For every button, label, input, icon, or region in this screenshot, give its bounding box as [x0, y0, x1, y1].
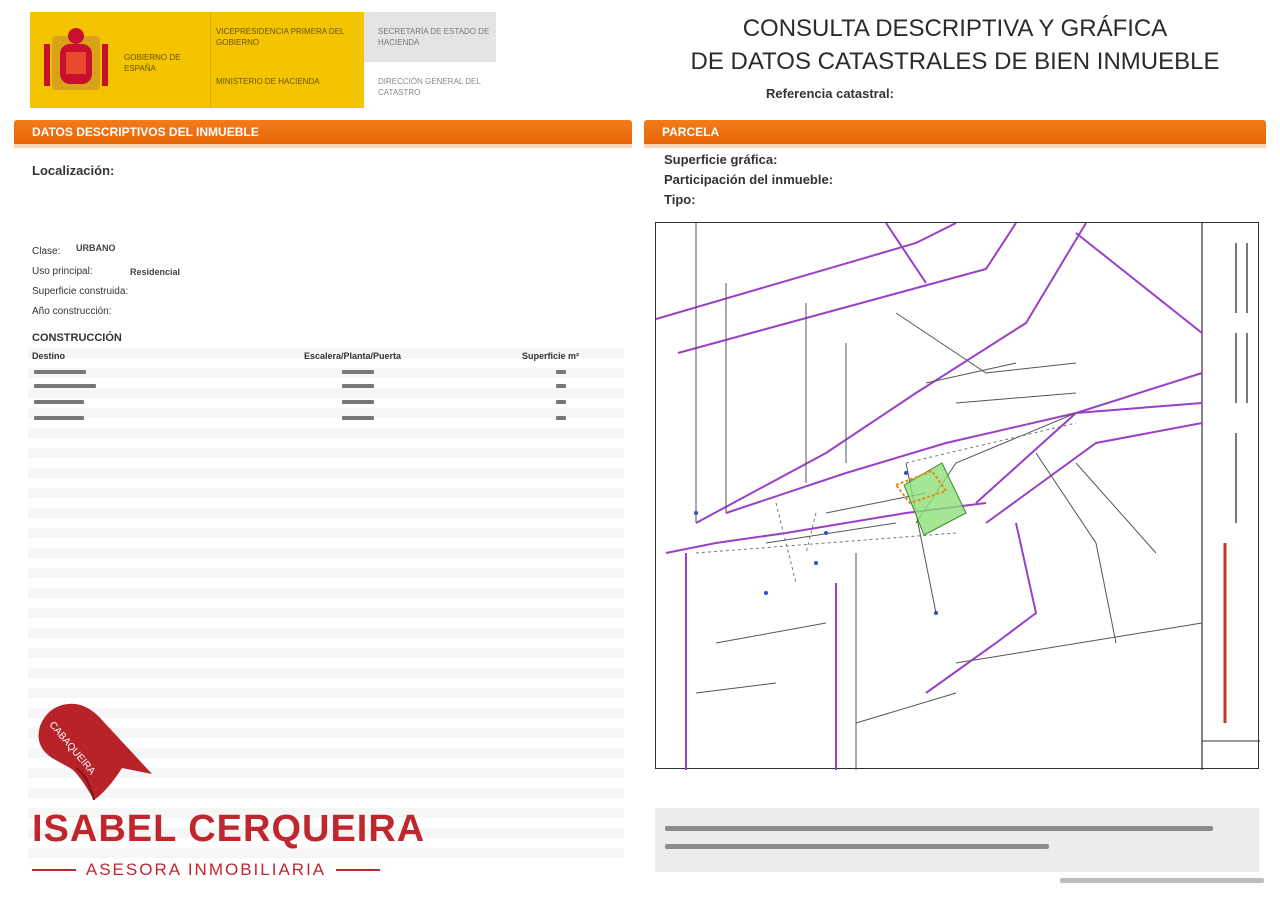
participacion-label: Participación del inmueble:	[664, 172, 834, 187]
title-line-2: DE DATOS CATASTRALES DE BIEN INMUEBLE	[690, 48, 1220, 75]
cadastral-reference	[766, 86, 912, 101]
gov-label: GOBIERNO DE ESPAÑA	[124, 53, 181, 73]
localizacion-label: Localización:	[32, 163, 115, 178]
note-text-line	[665, 826, 1213, 831]
legal-note	[655, 808, 1259, 872]
tipo-label: Tipo:	[664, 192, 696, 207]
gov-divider	[210, 12, 211, 108]
agency-subtitle-row	[32, 860, 380, 880]
uso-value: Residencial	[130, 267, 181, 277]
ministry-label-2: MINISTERIO DE HACIENDA	[216, 77, 320, 86]
section-underline	[14, 144, 632, 148]
clase-label: Clase:	[32, 246, 61, 257]
note-text-line	[665, 844, 1049, 849]
section-title-descriptive: DATOS DESCRIPTIVOS DEL INMUEBLE	[14, 120, 632, 144]
map-drawing	[656, 223, 1260, 770]
subtitle-rule	[32, 869, 76, 871]
coat-of-arms-icon	[40, 24, 112, 96]
agency-subtitle: ASESORA INMOBILIARIA	[85, 860, 327, 879]
title-line-1: CONSULTA DESCRIPTIVA Y GRÁFICA	[742, 15, 1168, 42]
subtitle-rule	[336, 869, 380, 871]
col-escalera: Escalera/Planta/Puerta	[304, 351, 402, 361]
agency-logo-icon	[30, 702, 160, 802]
logo-badge-text: CABAQUEIRA	[46, 719, 98, 778]
secretary-label: SECRETARÍA DE ESTADO DE HACIENDA	[378, 27, 490, 47]
section-title-parcel: PARCELA	[644, 120, 1266, 144]
table-row	[28, 400, 624, 412]
superficie-label: Superficie construida:	[32, 286, 129, 297]
direction-label: DIRECCIÓN GENERAL DEL CATASTRO	[378, 77, 481, 97]
col-superficie: Superficie m²	[522, 351, 580, 361]
agency-name: ISABEL CERQUEIRA	[32, 808, 426, 850]
document-title	[660, 12, 1250, 78]
uso-label: Uso principal:	[32, 266, 93, 277]
table-row	[28, 384, 624, 396]
superficie-grafica-label: Superficie gráfica:	[664, 152, 778, 167]
col-destino: Destino	[32, 351, 66, 361]
clase-value: URBANO	[76, 243, 116, 253]
table-row	[28, 416, 624, 428]
construccion-label: CONSTRUCCIÓN	[32, 332, 122, 344]
issue-date	[1060, 878, 1264, 883]
ministry-label-1: VICEPRESIDENCIA PRIMERA DEL GOBIERNO	[216, 27, 345, 47]
table-row	[28, 370, 624, 382]
anio-label: Año construcción:	[32, 306, 112, 317]
ref-label: Referencia catastral:	[766, 86, 894, 101]
cadastral-map	[655, 222, 1259, 769]
section-underline	[644, 144, 1266, 148]
